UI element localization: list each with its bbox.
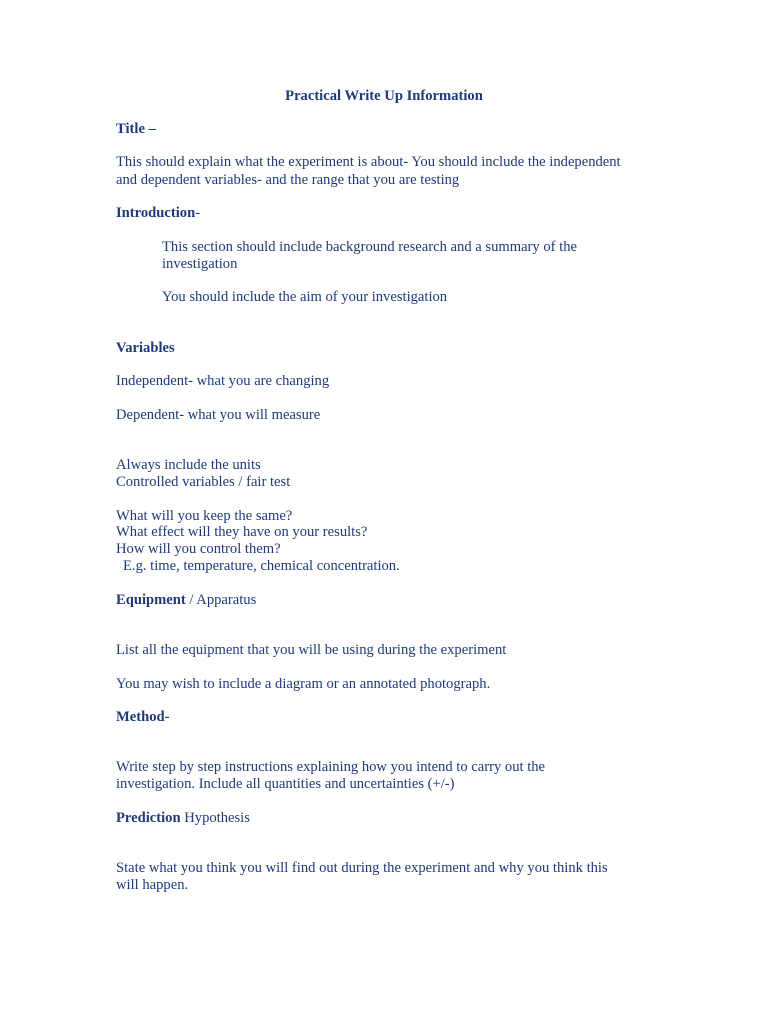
prediction-heading-bold: Prediction bbox=[116, 810, 181, 826]
question-effect: What effect will they have on your results? bbox=[116, 524, 368, 540]
prediction-heading-rest: Hypothesis bbox=[180, 810, 250, 826]
controlled-variables-text: Controlled variables / fair test bbox=[116, 474, 291, 490]
prediction-heading bbox=[116, 810, 250, 827]
introduction-heading bbox=[116, 205, 200, 222]
question-keep-same: What will you keep the same? bbox=[116, 508, 293, 524]
independent-variable-text: Independent- what you are changing bbox=[116, 373, 330, 389]
method-text-line-1: Write step by step instructions explaining how you intend to carry out the bbox=[116, 759, 546, 775]
page-title: Practical Write Up Information bbox=[285, 88, 483, 104]
introduction-heading-dash: - bbox=[195, 205, 201, 221]
method-text-line-2: investigation. Include all quantities and uncertainties (+/-) bbox=[116, 776, 455, 792]
method-heading bbox=[116, 709, 170, 726]
method-heading-label: Method bbox=[116, 709, 165, 725]
prediction-text-line-2: will happen. bbox=[116, 877, 189, 893]
units-text: Always include the units bbox=[116, 457, 261, 473]
title-text-line-2: and dependent variables- and the range that you are testing bbox=[116, 172, 460, 188]
intro-text-line-2: investigation bbox=[162, 256, 238, 272]
equipment-heading-bold: Equipment bbox=[116, 592, 186, 608]
title-heading: Title – bbox=[116, 121, 156, 137]
prediction-text-line-1: State what you think you will find out during the experiment and why you think this bbox=[116, 860, 608, 876]
method-heading-dash: - bbox=[164, 709, 170, 725]
intro-text-line-1: This section should include background research and a summary of the bbox=[162, 239, 577, 255]
dependent-variable-text: Dependent- what you will measure bbox=[116, 407, 321, 423]
example-text: E.g. time, temperature, chemical concentration. bbox=[123, 558, 400, 574]
introduction-heading-label: Introduction bbox=[116, 205, 196, 221]
equipment-text-line-1: List all the equipment that you will be using during the experiment bbox=[116, 642, 507, 658]
equipment-heading-rest: / Apparatus bbox=[185, 592, 257, 608]
variables-heading: Variables bbox=[116, 340, 175, 356]
equipment-heading bbox=[116, 592, 256, 609]
question-control: How will you control them? bbox=[116, 541, 281, 557]
title-text-line-1: This should explain what the experiment is about- You should include the independent bbox=[116, 154, 621, 170]
intro-text-line-3: You should include the aim of your investigation bbox=[162, 289, 448, 305]
equipment-text-line-2: You may wish to include a diagram or an annotated photograph. bbox=[116, 676, 491, 692]
